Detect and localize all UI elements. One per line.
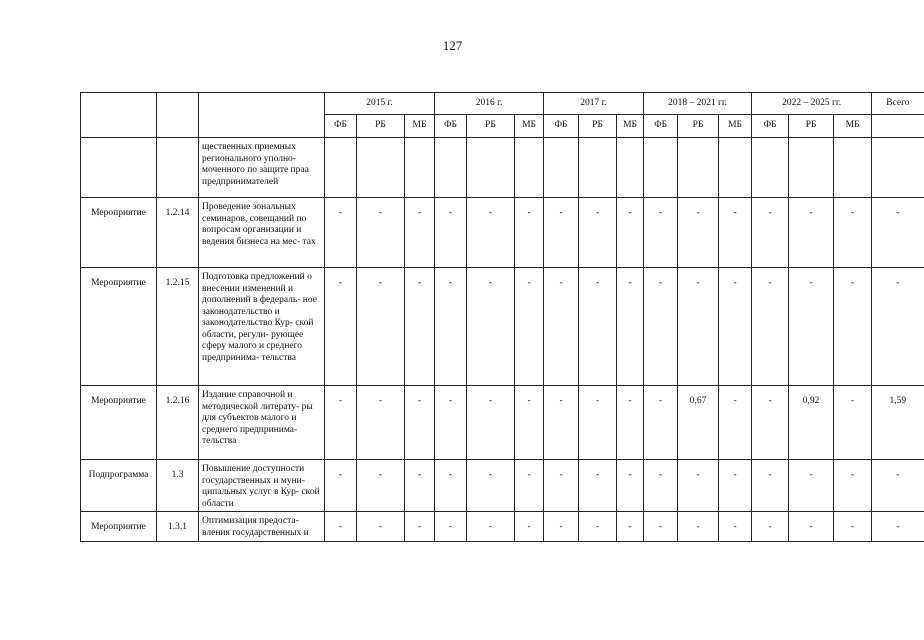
row-value: [789, 138, 834, 198]
page-number: 127: [442, 38, 463, 53]
row-code: 1.2.15: [157, 268, 199, 386]
row-value: -: [467, 198, 515, 268]
row-value: -: [719, 198, 752, 268]
row-value: -: [752, 198, 789, 268]
row-value: -: [789, 460, 834, 512]
row-value: -: [544, 268, 579, 386]
row-value: -: [644, 512, 678, 542]
row-description: Издание справочной и методической литерату- ры для субъектов малого и среднего предпринима- тельства: [199, 386, 325, 460]
row-value: -: [719, 460, 752, 512]
row-value: -: [752, 512, 789, 542]
row-value: [752, 138, 789, 198]
row-total: 1,59: [872, 386, 924, 460]
row-value: [834, 138, 872, 198]
table-row: [81, 512, 924, 542]
table-row: [81, 460, 924, 512]
row-description: Проведение зональных семинаров, совещаний по вопросам организации и ведения бизнеса на мес- тах: [199, 198, 325, 268]
header-source: РБ: [789, 115, 834, 138]
row-value: -: [515, 198, 544, 268]
row-value: -: [405, 268, 435, 386]
row-value: -: [435, 512, 467, 542]
row-value: -: [467, 268, 515, 386]
header-source: РБ: [467, 115, 515, 138]
row-value: -: [467, 460, 515, 512]
row-total: -: [872, 268, 924, 386]
row-value: -: [435, 268, 467, 386]
row-value: -: [515, 386, 544, 460]
row-value: -: [752, 268, 789, 386]
header-source: ФБ: [325, 115, 357, 138]
row-value: -: [357, 512, 405, 542]
row-value: -: [617, 460, 644, 512]
row-value: -: [544, 460, 579, 512]
row-description: Повышение доступности государственных и муни- ципальных услуг в Кур- ской области: [199, 460, 325, 512]
table-row: [81, 138, 924, 198]
row-value: -: [719, 386, 752, 460]
row-value: -: [544, 386, 579, 460]
row-value: -: [644, 268, 678, 386]
row-code: [157, 138, 199, 198]
row-value: 0,92: [789, 386, 834, 460]
header-source: РБ: [678, 115, 719, 138]
row-value: -: [617, 268, 644, 386]
row-code: 1.2.16: [157, 386, 199, 460]
row-code: 1.3.1: [157, 512, 199, 542]
header-source: МБ: [834, 115, 872, 138]
header-source: ФБ: [752, 115, 789, 138]
row-value: -: [678, 198, 719, 268]
header-source: ФБ: [644, 115, 678, 138]
row-value: -: [515, 460, 544, 512]
row-total: -: [872, 198, 924, 268]
row-value: [325, 138, 357, 198]
row-type: Подпрограмма: [81, 460, 157, 512]
row-value: -: [325, 460, 357, 512]
row-value: -: [357, 460, 405, 512]
row-value: -: [834, 512, 872, 542]
row-value: -: [719, 512, 752, 542]
row-value: -: [405, 512, 435, 542]
header-year-2022-2025: 2022 – 2025 гг.: [752, 93, 872, 115]
row-value: -: [435, 386, 467, 460]
row-value: -: [678, 460, 719, 512]
row-value: -: [357, 198, 405, 268]
row-value: -: [678, 512, 719, 542]
row-value: -: [644, 386, 678, 460]
row-value: [579, 138, 617, 198]
header-source: МБ: [617, 115, 644, 138]
row-type: Мероприятие: [81, 386, 157, 460]
row-total: -: [872, 460, 924, 512]
row-value: -: [515, 512, 544, 542]
row-code: 1.3: [157, 460, 199, 512]
row-value: [405, 138, 435, 198]
row-value: -: [834, 268, 872, 386]
row-value: -: [405, 198, 435, 268]
row-value: [435, 138, 467, 198]
row-value: -: [644, 460, 678, 512]
row-value: -: [834, 460, 872, 512]
row-value: -: [834, 386, 872, 460]
header-cell-code: [157, 93, 199, 138]
row-value: -: [789, 198, 834, 268]
row-value: -: [325, 198, 357, 268]
row-total: [872, 138, 924, 198]
row-value: -: [579, 512, 617, 542]
row-value: -: [325, 386, 357, 460]
header-row-years: [81, 93, 924, 115]
funding-table: [80, 92, 924, 542]
row-value: -: [405, 386, 435, 460]
row-description: Оптимизация предоста- вления государственных и: [199, 512, 325, 542]
header-source: РБ: [357, 115, 405, 138]
row-type: Мероприятие: [81, 512, 157, 542]
row-value: [678, 138, 719, 198]
row-value: [719, 138, 752, 198]
row-value: -: [325, 268, 357, 386]
table-row: [81, 386, 924, 460]
row-value: -: [325, 512, 357, 542]
row-value: -: [544, 512, 579, 542]
row-value: -: [789, 268, 834, 386]
table-row: [81, 268, 924, 386]
row-value: -: [435, 460, 467, 512]
row-value: [644, 138, 678, 198]
row-value: -: [617, 386, 644, 460]
row-value: -: [789, 512, 834, 542]
header-year-2018-2021: 2018 – 2021 гг.: [644, 93, 752, 115]
row-code: 1.2.14: [157, 198, 199, 268]
row-value: -: [579, 386, 617, 460]
row-value: -: [752, 386, 789, 460]
row-value: [515, 138, 544, 198]
row-type: [81, 138, 157, 198]
row-value: -: [467, 512, 515, 542]
header-source: ФБ: [435, 115, 467, 138]
row-description: щественных приемных регионального уполно- моченного по защите праа предпринимателей: [199, 138, 325, 198]
header-cell-name: [199, 93, 325, 138]
row-value: -: [617, 198, 644, 268]
header-year-2015: 2015 г.: [325, 93, 435, 115]
row-value: -: [357, 386, 405, 460]
row-value: [617, 138, 644, 198]
header-source: МБ: [405, 115, 435, 138]
row-value: -: [644, 198, 678, 268]
row-value: [357, 138, 405, 198]
row-type: Мероприятие: [81, 268, 157, 386]
header-source: МБ: [515, 115, 544, 138]
row-value: -: [467, 386, 515, 460]
row-value: -: [435, 198, 467, 268]
header-source-total-empty: [872, 115, 924, 138]
row-value: [467, 138, 515, 198]
row-description: Подготовка предложений о внесении изменений и дополнений в федераль- ное законодательство и законодательство Кур- ской области, регули- рующее сферу малого и среднего предпринима- тельства: [199, 268, 325, 386]
header-cell-type: [81, 93, 157, 138]
row-value: -: [834, 198, 872, 268]
row-value: -: [752, 460, 789, 512]
row-value: -: [515, 268, 544, 386]
header-source: РБ: [579, 115, 617, 138]
row-value: -: [719, 268, 752, 386]
header-source: МБ: [719, 115, 752, 138]
row-value: -: [579, 198, 617, 268]
row-value: [544, 138, 579, 198]
header-total: Всего: [872, 93, 924, 115]
row-type: Мероприятие: [81, 198, 157, 268]
row-value: -: [678, 268, 719, 386]
row-value: -: [617, 512, 644, 542]
row-value: -: [357, 268, 405, 386]
row-value: 0,67: [678, 386, 719, 460]
row-value: -: [544, 198, 579, 268]
row-value: -: [579, 460, 617, 512]
header-source: ФБ: [544, 115, 579, 138]
table-body: [81, 93, 924, 542]
header-year-2017: 2017 г.: [544, 93, 644, 115]
row-value: -: [579, 268, 617, 386]
header-year-2016: 2016 г.: [435, 93, 544, 115]
table-row: [81, 198, 924, 268]
row-total: -: [872, 512, 924, 542]
row-value: -: [405, 460, 435, 512]
